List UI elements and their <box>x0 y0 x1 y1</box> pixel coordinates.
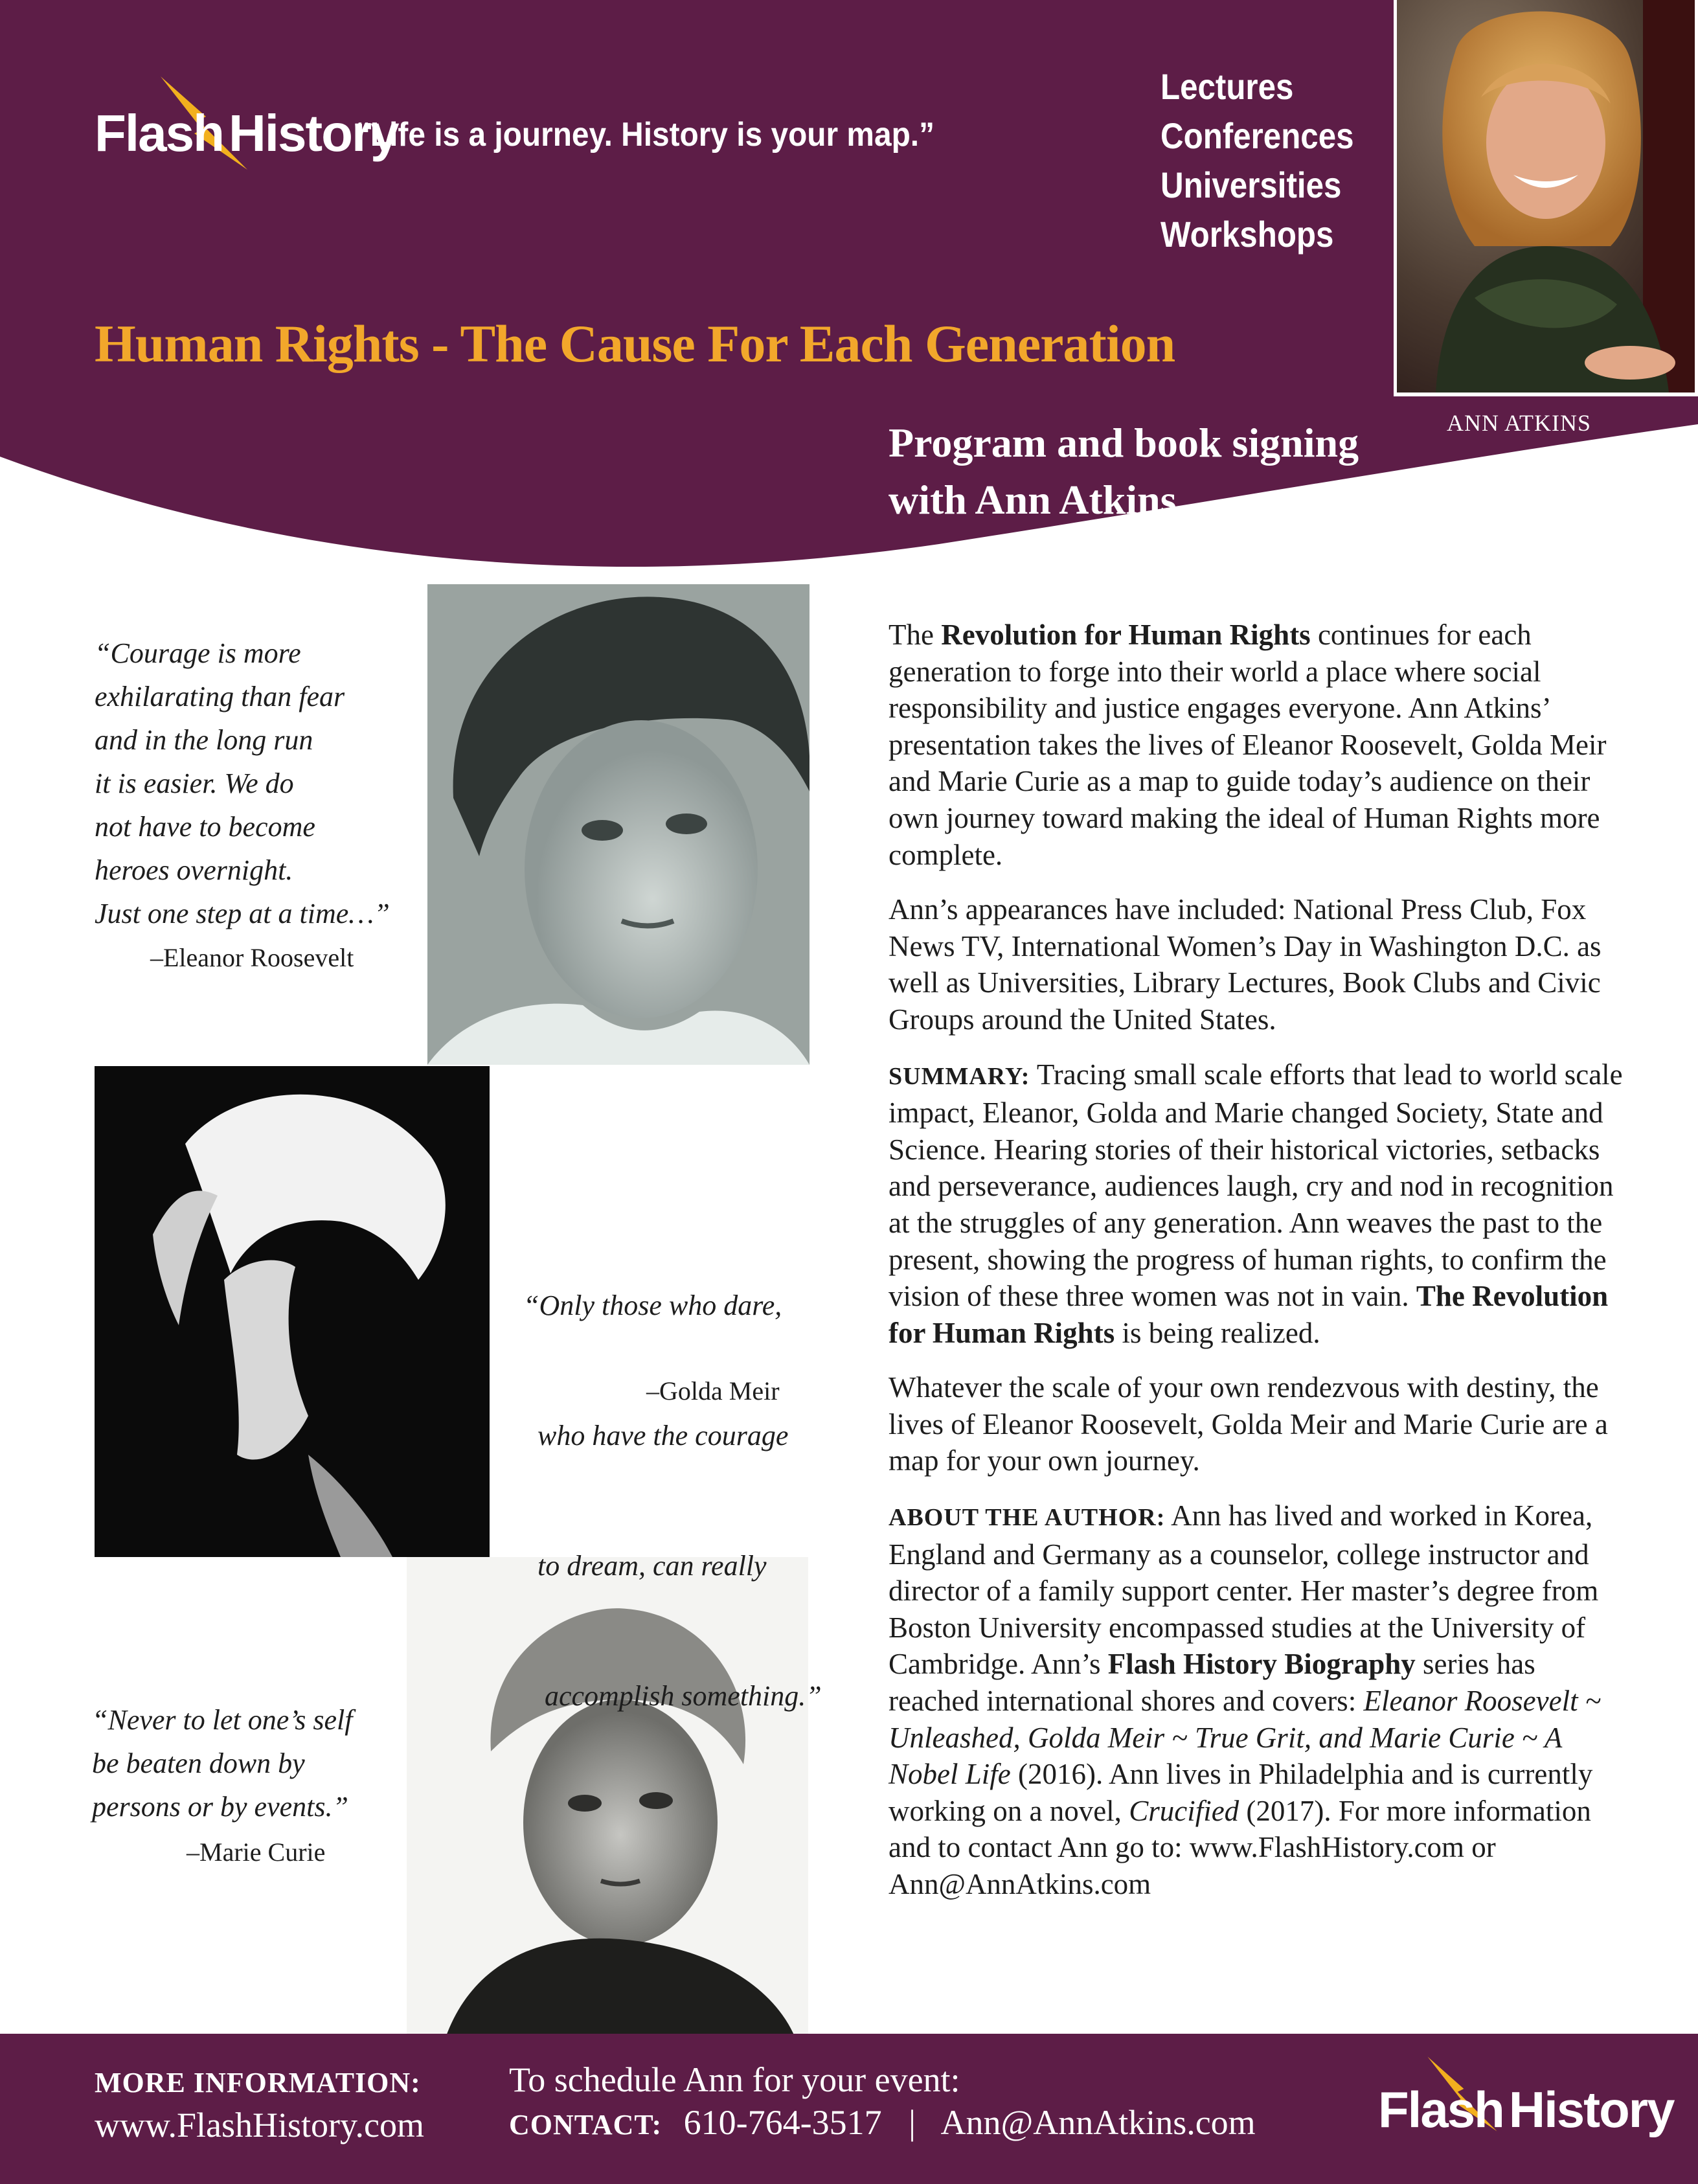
body-paragraph-summary: SUMMARY: Tracing small scale efforts that lead to world scale impact, Eleanor, Golda and Marie changed Society, State and Science. Hearing stories of their historical victories, setbacks and perseverance, audiences laugh, cry and nod in recognition at the struggles of any generation. Ann weaves the past to the present, showing the progress of human rights, to confirm the vision of these three women was not in vain. The Revolution for Human Rights is being realized. <box>889 1058 1623 1349</box>
footer-website-link[interactable]: www.FlashHistory.com <box>95 2106 424 2144</box>
footer-contact-label: CONTACT: <box>509 2109 662 2141</box>
quote-line: be beaten down by <box>92 1747 305 1779</box>
body-paragraph-appearances: Ann’s appearances have included: National Press Club, Fox News TV, International Women’s Day in Washington D.C. as well as Universities, Library Lectures, Book Clubs and Civic Groups around the United States. <box>889 893 1602 1036</box>
golda-meir-photo <box>95 1066 490 1557</box>
ann-atkins-portrait <box>1397 0 1695 392</box>
service-item-workshops: Workshops <box>1160 214 1334 255</box>
service-item-lectures: Lectures <box>1160 66 1294 107</box>
logo-word-flash: Flash <box>95 104 223 162</box>
tagline: “Life is a journey. History is your map.” <box>355 116 935 154</box>
service-item-conferences: Conferences <box>1160 115 1354 156</box>
about-author-label: ABOUT THE AUTHOR: <box>889 1504 1166 1532</box>
program-subhead <box>889 415 1359 529</box>
quote-line: persons or by events.” <box>92 1791 348 1823</box>
quote-line: who have the courage <box>523 1420 789 1451</box>
service-item-universities: Universities <box>1160 165 1342 205</box>
summary-label: SUMMARY: <box>889 1062 1030 1090</box>
footer-phone[interactable]: 610-764-3517 <box>683 2103 882 2142</box>
quote-line: not have to become <box>95 811 315 843</box>
footer-more-info-label: MORE INFORMATION: <box>95 2067 421 2099</box>
body-paragraph-intro: The Revolution for Human Rights continues for each generation to forge into their world a place where social responsibility and justice engages everyone. Ann Atkins’ presentation takes the lives of Eleanor Roosevelt, Golda Meir and Marie Curie as a map to guide today’s audience on their own journey toward making the ideal of Human Rights more complete. <box>889 619 1607 871</box>
quote-line: Just one step at a time…” <box>95 898 390 929</box>
eleanor-roosevelt-photo <box>427 584 809 1065</box>
quote-line: “Never to let one’s self <box>92 1704 353 1736</box>
body-copy <box>889 617 1627 1921</box>
quote-line: heroes overnight. <box>95 854 293 886</box>
quote-line: exhilarating than fear <box>95 681 345 712</box>
quote-author-golda: –Golda Meir <box>646 1376 780 1405</box>
footer-schedule-text: To schedule Ann for your event: <box>509 2060 960 2099</box>
quote-author-marie: –Marie Curie <box>187 1837 326 1867</box>
quote-line: “Only those who dare, <box>523 1290 782 1321</box>
quote-marie-curie <box>92 1698 352 1828</box>
quote-line: to dream, can really <box>523 1550 767 1582</box>
services-list <box>1160 62 1380 259</box>
portrait-caption: ANN ATKINS <box>1447 410 1592 436</box>
subhead-line-2: with Ann Atkins <box>889 477 1177 523</box>
quote-line: and in the long run <box>95 724 313 756</box>
subhead-line-1: Program and book signing <box>889 420 1359 466</box>
quote-line: it is easier. We do <box>95 768 294 799</box>
body-paragraph-about-author: ABOUT THE AUTHOR: Ann has lived and worked in Korea, England and Germany as a counselor, college instructor and director of a family support center. Her master’s degree from Boston University encompassed studies at the University of Cambridge. Ann’s Flash History Biography series has reached international shores and covers: Eleanor Roosevelt ~ Unleashed, Golda Meir ~ True Grit, and Marie Curie ~ A Nobel Life (2016). Ann lives in Philadelphia and is currently working on a novel, Crucified (2017). For more information and to contact Ann go to: www.FlashHistory.com or Ann@AnnAtkins.com <box>889 1499 1602 1900</box>
footer-email-link[interactable]: Ann@AnnAtkins.com <box>940 2103 1256 2142</box>
body-paragraph-destiny: Whatever the scale of your own rendezvous with destiny, the lives of Eleanor Roosevelt, Golda Meir and Marie Curie are a map for your own journey. <box>889 1371 1608 1477</box>
page-headline: Human Rights - The Cause For Each Generation <box>95 314 1175 373</box>
footer-separator: | <box>909 2103 916 2142</box>
logo-word-flash: Flash <box>1378 2081 1504 2138</box>
quote-line: accomplish something.” <box>523 1680 822 1712</box>
logo-word-history: History <box>228 104 398 162</box>
quote-line: “Courage is more <box>95 637 301 669</box>
quote-eleanor-roosevelt <box>95 631 390 935</box>
footer-contact-row <box>509 2102 1256 2143</box>
quote-author-eleanor: –Eleanor Roosevelt <box>150 943 354 972</box>
quote-golda-meir <box>523 1197 822 1761</box>
logo-word-history: History <box>1508 2081 1674 2138</box>
